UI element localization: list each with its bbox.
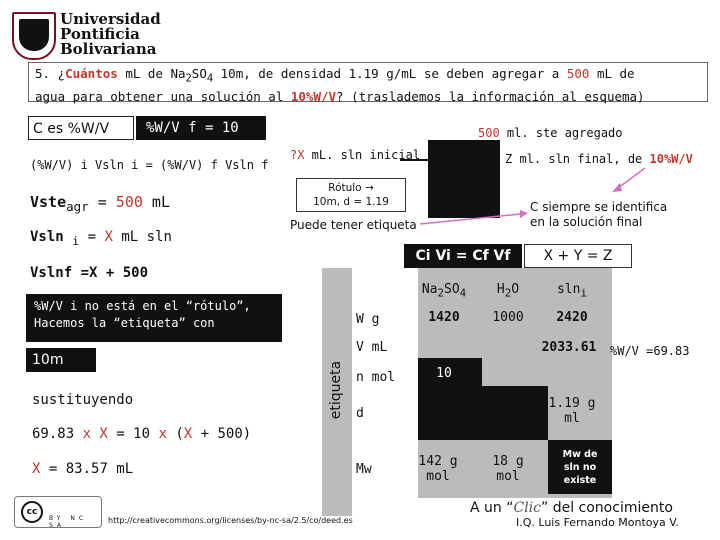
wg-h2o: 1000 <box>492 310 524 325</box>
mw-sln: Mw de sln no existe <box>562 449 598 486</box>
wg-sln: 2420 <box>556 310 588 325</box>
concentration-type-box: C es %W/V <box>28 116 134 140</box>
author-name: I.Q. Luis Fernando Montoya V. <box>516 516 679 529</box>
row-label-vml: V mL <box>356 340 388 355</box>
cc-icon: cc <box>21 501 43 523</box>
creative-commons-badge: cc BY NC SA <box>14 496 102 528</box>
dilution-equation: (%W/V) i Vsln i = (%W/V) f Vsln f <box>30 158 269 172</box>
question-header: 5. ¿Cuántos mL de $Na_2SO_4$ 10m, de densidad 1.19 g/mL se deben agregar a 500 mL de agua para obtener una solución al 10%W/V? (traslademos la información al esquema) <box>28 62 708 102</box>
row-label-mw: Mw <box>356 462 372 477</box>
final-concentration-box: %W/V f = 10 <box>136 116 266 140</box>
volume-sum-box: X + Y = Z <box>524 244 632 268</box>
row-label-wg: W g <box>356 312 380 327</box>
vml-sln: 2033.61 <box>541 340 597 355</box>
license-link[interactable]: http://creativecommons.org/licenses/by-nc-sa/2.5/co/deed.es <box>108 516 353 525</box>
substitution-label: sustituyendo <box>32 392 134 408</box>
final-solution-volume: Vslnf =X + 500 <box>30 265 149 281</box>
label-note-box: %W/V i no está en el “rótulo”, Hacemos la “etiqueta” con <box>26 294 282 342</box>
wg-na2so4: 1420 <box>428 310 460 325</box>
added-solute-label: 500 ml. ste agregado <box>478 126 623 140</box>
slogan: A un “Clic” del conocimiento <box>470 500 673 516</box>
substitution-equation: 69.83 x X = 10 x (X + 500) <box>32 426 252 442</box>
result-equation: X = 83.57 mL <box>32 461 134 477</box>
initial-solution-volume: Vsln $_i$ = X mL sln <box>30 229 172 248</box>
row-label-nmol: n mol <box>356 370 396 385</box>
mw-na2so4: 142 g mol <box>418 454 458 484</box>
solute-added-volume: Vste$_{agr}$ = 500 mL <box>30 193 170 214</box>
molarity-box: 10m <box>26 348 96 372</box>
final-solution-label: Z ml. sln final, de 10%W/V <box>505 152 693 166</box>
d-h2o: 1 g ml <box>496 396 520 426</box>
col-header-na2so4: $Na_2SO_4$ <box>421 282 467 300</box>
label-box: Rótulo → 10m, d = 1.19 <box>296 178 406 212</box>
university-logo-text: Universidad Pontificia Bolivariana <box>60 10 161 58</box>
col-header-sln: sln$_i$ <box>556 282 587 300</box>
label-hint: Puede tener etiqueta <box>290 218 417 232</box>
mw-h2o: 18 g mol <box>492 454 524 484</box>
concentration-note: C siempre se identifica en la solución final <box>530 200 668 229</box>
col-header-h2o: $H_2O$ <box>496 282 520 300</box>
etiqueta-label: etiqueta <box>328 360 344 420</box>
concentration-result: %W/V =69.83 <box>610 344 690 358</box>
initial-solution-label: ?X mL. sln inicial <box>290 148 421 162</box>
d-sln: 1.19 g ml <box>548 396 596 426</box>
dilution-formula-box: Ci Vi = Cf Vf <box>404 244 522 268</box>
row-label-d: d <box>356 406 364 421</box>
nmol-na2so4: 10 <box>436 366 452 381</box>
